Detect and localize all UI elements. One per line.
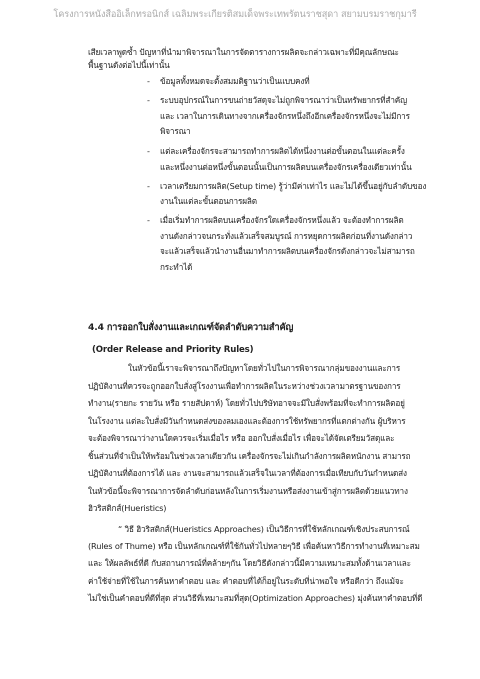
bullet-line: งานในแต่ละขั้นตอนการผลิต	[160, 196, 257, 206]
paragraph-line: ไม่ใช่เป็นคำตอบที่ดีที่สุด ส่วนวิธีที่เหมาะสมที่สุด(Optimization Approaches) มุ่งค้นหาคำตอบที่ดี	[88, 593, 423, 603]
bullet-line: เวลาเตรียมการผลิต(Setup time) รู้ว่ามีค่าเท่าไร และไม่ได้ขึ้นอยู่กับลำดับของ	[160, 181, 427, 191]
bullet-line: เมื่อเริ่มทำการผลิตบนเครื่องจักรใดเครื่องจักรหนึ่งแล้ว จะต้องทำการผลิต	[160, 215, 404, 225]
paragraph-line: “ วิธี ฮิวริสติกส์(Hueristics Approaches) เป็นวิธีการที่ใช้หลักเกณฑ์เชิงประสบการณ์	[118, 524, 410, 534]
bullet-line: จะแล้วเสร็จแล้วนำงานอื่นมาทำการผลิตบนเครื่องจักรดังกล่าวจะไม่สามารถ	[160, 246, 415, 256]
bullet-line: และ เวลาในการเดินทางจากเครื่องจักรหนึ่งถึงอีกเครื่องจักรหนึ่งจะไม่มีการ	[160, 111, 410, 121]
intro-line: เสียเวลาพูดซ้ำ ปัญหาที่นำมาพิจารณาในการจัดตารางการผลิตจะกล่าวเฉพาะที่มีคุณลักษณะ	[88, 47, 399, 57]
paragraph-line: ทำงาน(รายกะ รายวัน หรือ รายสัปดาห์) โดยทั่วไปบริษัทอาจจะมีใบสั่งพร้อมที่จะทำการผลิตอยู่	[88, 398, 405, 408]
paragraph-line: จะต้องพิจารณาว่างานใดควรจะเริ่มเมื่อไร หรือ ออกใบสั่งเมื่อไร เพื่อจะได้จัดเตรียมวัสดุและ	[88, 433, 395, 443]
paragraph-line: (Rules of Thume) หรือ เป็นหลักเกณฑ์ที่ใช้กันทั่วไปหลายๆวิธี เพื่อค้นหาวิธีการทำงานที่เหมาะสม	[88, 541, 420, 551]
bullet-line: แต่ละเครื่องจักรจะสามารถทำการผลิตได้หนึ่งงานต่อขั้นตอนในแต่ละครั้ง	[160, 146, 405, 156]
bullet-line: พิจารณา	[160, 126, 191, 136]
paragraph-line: ในหัวข้อนี้เราจะพิจารณาถึงปัญหาโดยทั่วไปในการพิจารณากลุ่มของงานและการ	[128, 363, 401, 373]
paragraph-line: ชิ้นส่วนที่จำเป็นให้พร้อมในช่วงเวลาเดียวกัน เครื่องจักรจะไม่เกินกำลังการผลิตหนักงาน สามารถ	[88, 451, 411, 461]
bullet-line: กระทำได้	[160, 262, 193, 272]
section-subtitle: (Order Release and Priority Rules)	[92, 345, 254, 355]
section-heading	[88, 322, 293, 333]
bullet-mark: -	[147, 181, 150, 191]
bullet-mark: -	[147, 95, 150, 105]
bullet-line: งานดังกล่าวจนกระทั่งแล้วเสร็จสมบูรณ์ การหยุดการผลิตก่อนที่งานดังกล่าว	[160, 231, 413, 241]
bullet-mark: -	[147, 215, 150, 225]
paragraph-line: ปฏิบัติงานที่ควรจะถูกออกใบสั่งสู่โรงงานเพื่อทำการผลิตในระหว่างช่วงเวลามาตรฐานของการ	[88, 381, 401, 391]
bullet-line: ระบบอุปกรณ์ในการขนถ่ายวัสดุจะไม่ถูกพิจารณาว่าเป็นทรัพยากรที่สำคัญ	[160, 95, 407, 105]
section-number: 4.4	[88, 322, 104, 333]
paragraph-line: และ ให้ผลลัพธ์ที่ดี กับสถานการณ์ที่คล้ายๆกัน โดยวิธีดังกล่าวนี้มีความเหมาะสมทั้งด้านเวลาและ	[88, 558, 411, 568]
section-title: การออกใบสั่งงานและเกณฑ์จัดลำดับความสำคัญ	[106, 322, 294, 333]
bullet-line: และหนึ่งงานต่อหนึ่งขั้นตอนนั้นเป็นการผลิตบนเครื่องจักรเครื่องเดียวเท่านั้น	[160, 162, 412, 172]
bullet-mark: -	[147, 76, 150, 86]
paragraph-line: ปฏิบัติงานที่ต้องการได้ และ งานจะสามารถแล้วเสร็จในเวลาที่ต้องการเมื่อเทียบกับวันกำหนดส่ง	[88, 468, 407, 478]
bullet-mark: -	[147, 146, 150, 156]
paragraph-line: ค่าใช้จ่ายที่ใช้ในการค้นหาคำตอบ และ คำตอบที่ได้ก็อยู่ในระดับที่น่าพอใจ หรือดีกว่า ถึงแม้จะ	[88, 576, 404, 586]
paragraph-line: ในหัวข้อนี้จะพิจารณาการจัดลำดับก่อนหลังในการเริ่มงานหรือส่งงานเข้าสู่การผลิตด้วยแนวทาง	[88, 486, 408, 496]
paragraph-line: ฮิวริสติกส์(Hueristics)	[88, 503, 167, 513]
intro-line: พื้นฐานดังต่อไปนี้เท่านั้น	[88, 60, 170, 70]
bullet-line: ข้อมูลทั้งหมดจะตั้งสมมติฐานว่าเป็นแบบคงที่	[160, 76, 310, 86]
page-header: โครงการหนังสืออิเล็กทรอนิกส์ เฉลิมพระเกียรติสมเด็จพระเทพรัตนราชสุดา สยามบรมราชกุมารี	[53, 9, 417, 20]
paragraph-line: ในโรงงาน แต่ละใบสั่งมีวันกำหนดส่งของลมเองและต้องการใช้ทรัพยากรที่แตกต่างกัน ผู้บริหาร	[88, 416, 406, 426]
